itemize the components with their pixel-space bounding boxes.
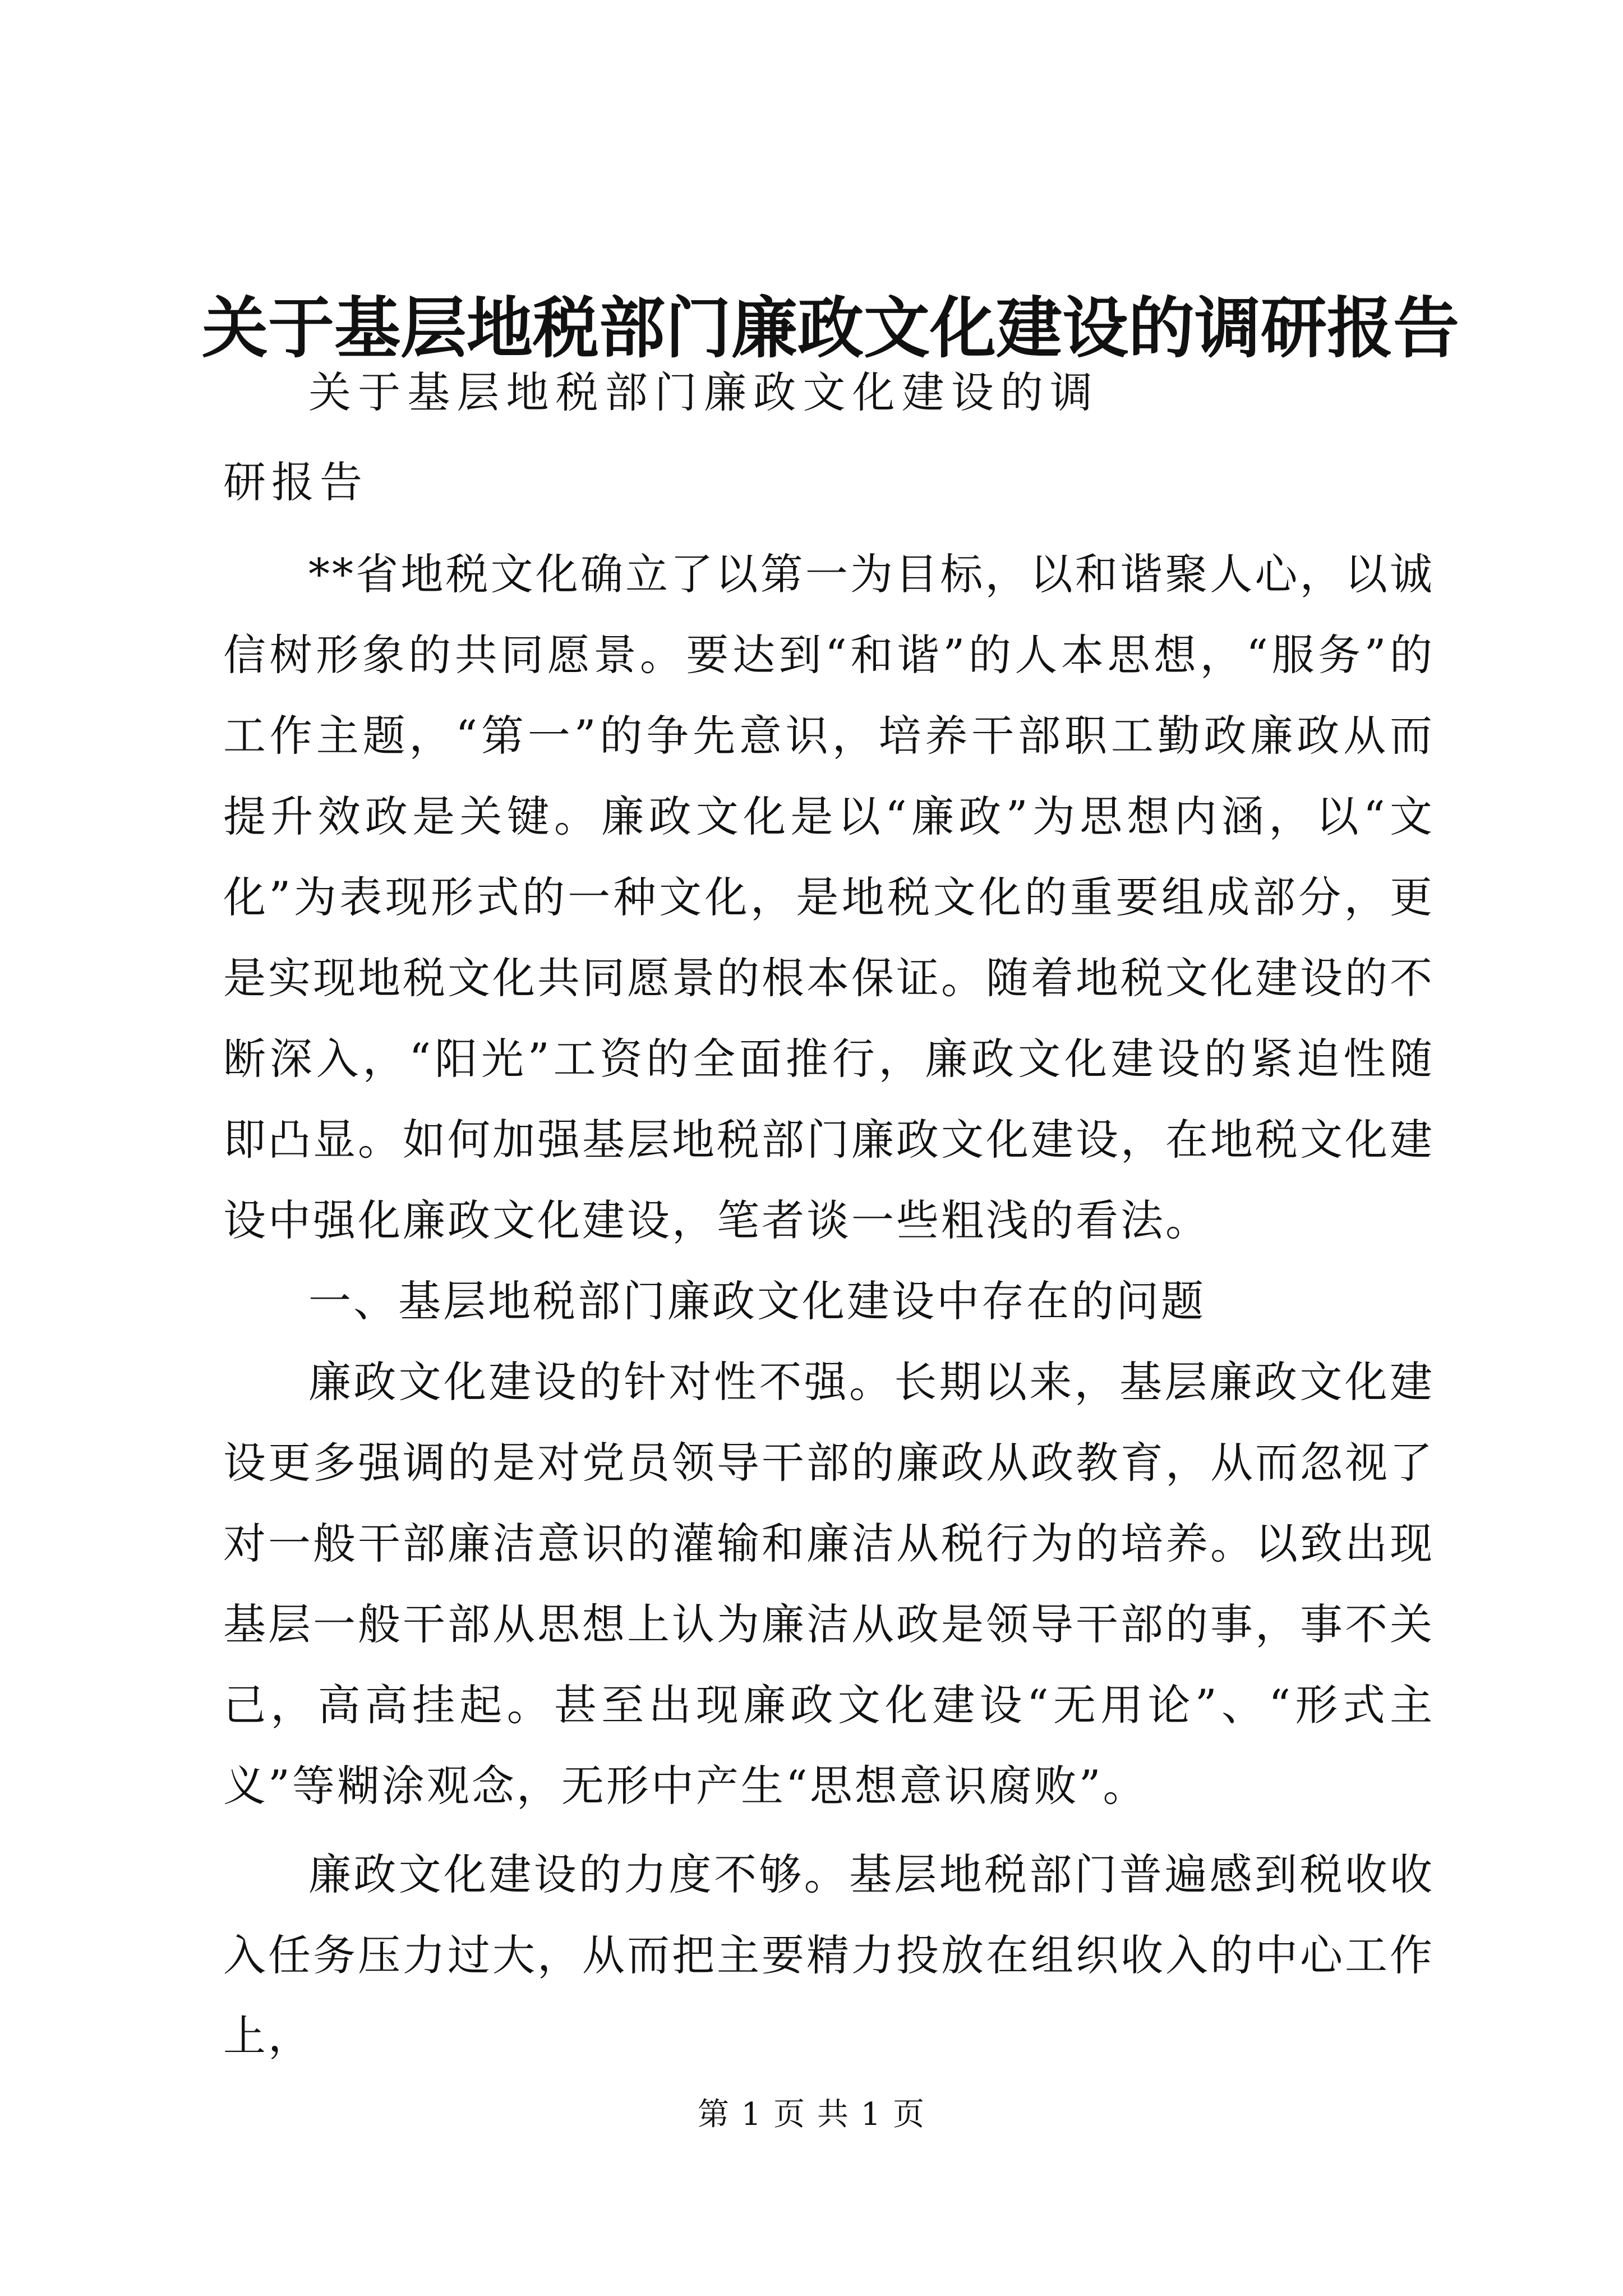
document-body: [223, 348, 1435, 2077]
section-heading-problems: 一、基层地税部门廉政文化建设中存在的问题: [308, 1276, 1206, 1326]
document-title: 关于基层地税部门廉政文化建设的调研报告: [202, 289, 1460, 367]
document-subtitle: 关于基层地税部门廉政文化建设的调研报告: [223, 367, 1098, 507]
paragraph-intro: **省地税文化确立了以第一为目标，以和谐聚人心，以诚信树形象的共同愿景。要达到“和谐”的人本思想，“服务”的工作主题，“第一”的争先意识，培养干部职工勤政廉政从而提升效政是关键。廉政文化是以“廉政”为思想内涵，以“文化”为表现形式的一种文化，是地税文化的重要组成部分，更是实现地税文化共同愿景的根本保证。随着地税文化建设的不断深入，“阳光”工资的全面推行，廉政文化建设的紧迫性随即凸显。如何加强基层地税部门廉政文化建设，在地税文化建设中强化廉政文化建设，笔者谈一些粗浅的看法。: [223, 549, 1435, 1245]
paragraph-effort: 廉政文化建设的力度不够。基层地税部门普遍感到税收收入任务压力过大，从而把主要精力投放在组织收入的中心工作上，: [223, 1849, 1435, 2061]
paragraph-targeting: 廉政文化建设的针对性不强。长期以来，基层廉政文化建设更多强调的是对党员领导干部的廉政从政教育，从而忽视了对一般干部廉洁意识的灌输和廉洁从税行为的培养。以致出现基层一般干部从思想上认为廉洁从政是领导干部的事，事不关己，高高挂起。甚至出现廉政文化建设“无用论”、“形式主义”等糊涂观念，无形中产生“思想意识腐败”。: [223, 1357, 1435, 1811]
page-footer: 第 1 页 共 1 页: [697, 2096, 926, 2133]
